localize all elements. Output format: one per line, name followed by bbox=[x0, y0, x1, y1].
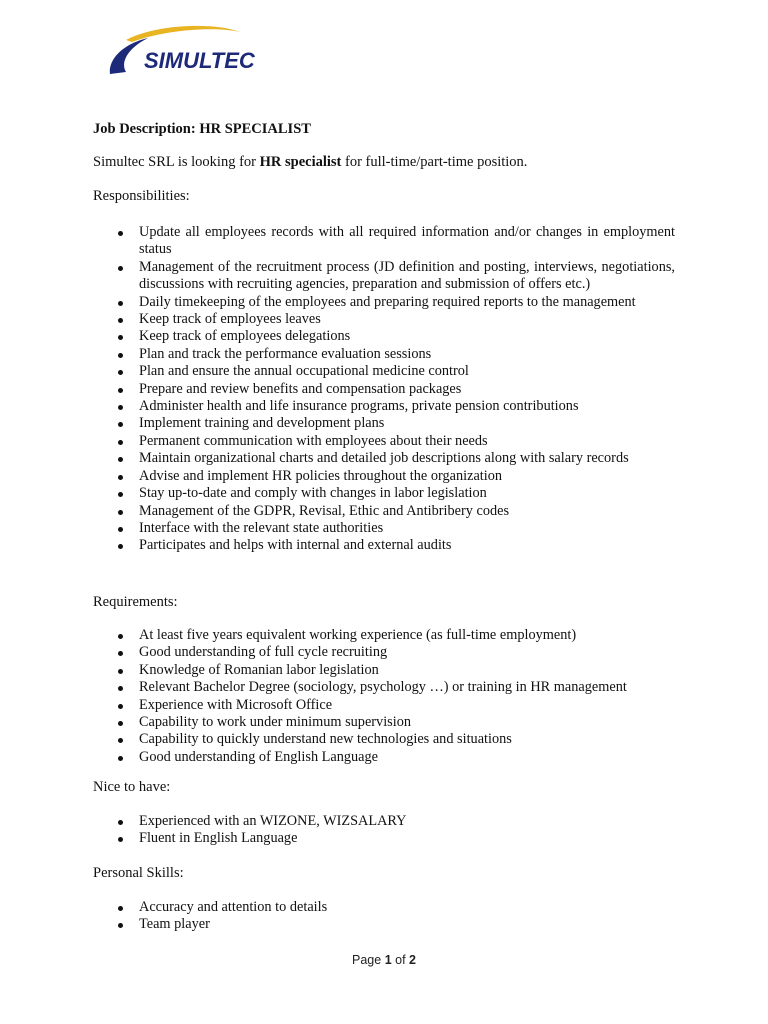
list-item: Plan and track the performance evaluation sessions bbox=[93, 346, 675, 363]
list-item: Good understanding of English Language bbox=[93, 749, 675, 766]
list-item: Capability to quickly understand new technologies and situations bbox=[93, 731, 675, 748]
responsibilities-heading: Responsibilities: bbox=[93, 188, 190, 204]
personal-skills-heading: Personal Skills: bbox=[93, 865, 184, 881]
list-item: Update all employees records with all required information and/or changes in employment status bbox=[93, 224, 675, 259]
list-item: Management of the recruitment process (JD definition and posting, interviews, negotiations, discussions with recruiting agencies, preparation and submission of offers etc.) bbox=[93, 259, 675, 294]
list-item: Participates and helps with internal and external audits bbox=[93, 537, 675, 554]
list-item: Keep track of employees delegations bbox=[93, 328, 675, 345]
intro-text-after: for full-time/part-time position. bbox=[341, 154, 528, 170]
intro-text-before: Simultec SRL is looking for bbox=[93, 154, 260, 170]
footer-middle: of bbox=[391, 953, 410, 967]
list-item: Accuracy and attention to details bbox=[93, 899, 675, 916]
list-item: Administer health and life insurance programs, private pension contributions bbox=[93, 398, 675, 415]
list-item: Team player bbox=[93, 916, 675, 933]
footer-prefix: Page bbox=[352, 953, 385, 967]
list-item: Implement training and development plans bbox=[93, 415, 675, 432]
responsibilities-list bbox=[93, 224, 675, 555]
footer-current-page: 1 bbox=[384, 953, 392, 967]
list-item: Relevant Bachelor Degree (sociology, psychology …) or training in HR management bbox=[93, 679, 675, 696]
list-item: Interface with the relevant state authorities bbox=[93, 520, 675, 537]
list-item: Experienced with an WIZONE, WIZSALARY bbox=[93, 813, 675, 830]
list-item: Maintain organizational charts and detailed job descriptions along with salary records bbox=[93, 450, 675, 467]
list-item: Keep track of employees leaves bbox=[93, 311, 675, 328]
list-item: Fluent in English Language bbox=[93, 830, 675, 847]
simultec-logo-icon bbox=[104, 24, 274, 76]
list-item: Daily timekeeping of the employees and preparing required reports to the management bbox=[93, 294, 675, 311]
requirements-list bbox=[93, 627, 675, 766]
list-item: Stay up-to-date and comply with changes in labor legislation bbox=[93, 485, 675, 502]
list-item: Permanent communication with employees about their needs bbox=[93, 433, 675, 450]
personal-skills-list bbox=[93, 899, 675, 934]
nice-to-have-list bbox=[93, 813, 675, 848]
list-item: Capability to work under minimum supervision bbox=[93, 714, 675, 731]
list-item: At least five years equivalent working experience (as full-time employment) bbox=[93, 627, 675, 644]
list-item: Good understanding of full cycle recruiting bbox=[93, 644, 675, 661]
list-item: Advise and implement HR policies throughout the organization bbox=[93, 468, 675, 485]
list-item: Plan and ensure the annual occupational medicine control bbox=[93, 363, 675, 380]
footer-total-pages: 2 bbox=[409, 953, 416, 967]
requirements-heading: Requirements: bbox=[93, 594, 178, 610]
list-item: Management of the GDPR, Revisal, Ethic and Antibribery codes bbox=[93, 503, 675, 520]
company-logo bbox=[104, 24, 274, 76]
nice-to-have-heading: Nice to have: bbox=[93, 779, 171, 795]
intro-paragraph bbox=[93, 154, 527, 171]
list-item: Experience with Microsoft Office bbox=[93, 697, 675, 714]
list-item: Prepare and review benefits and compensation packages bbox=[93, 381, 675, 398]
logo-wordmark: SIMULTEC bbox=[144, 48, 255, 73]
page-footer bbox=[0, 953, 768, 967]
document-title: Job Description: HR SPECIALIST bbox=[93, 121, 311, 137]
list-item: Knowledge of Romanian labor legislation bbox=[93, 662, 675, 679]
intro-text-bold: HR specialist bbox=[259, 154, 342, 170]
